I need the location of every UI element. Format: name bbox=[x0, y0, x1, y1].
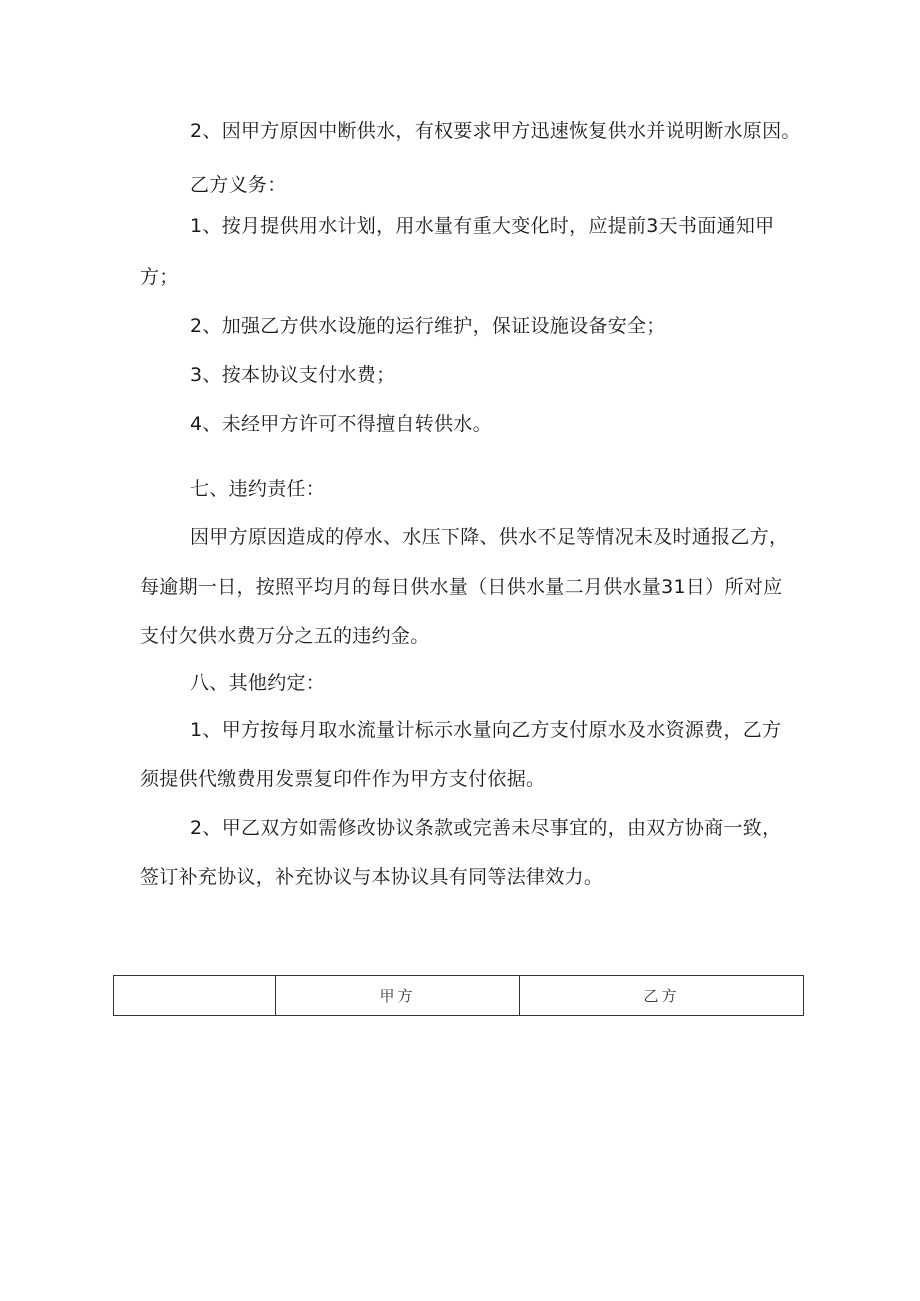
party-b-cell: 乙方 bbox=[520, 976, 804, 1016]
signature-table bbox=[113, 975, 804, 1016]
other-2-line1: 2、甲乙双方如需修改协议条款或完善未尽事宜的，由双方协商一致， bbox=[190, 817, 782, 839]
section-8-heading: 八、其他约定： bbox=[190, 672, 326, 694]
other-1-line1: 1、甲方按每月取水流量计标示水量向乙方支付原水及水资源费，乙方 bbox=[190, 719, 782, 741]
liability-line3: 支付欠供水费万分之五的违约金。 bbox=[140, 625, 430, 647]
obligation-2: 2、加强乙方供水设施的运行维护，保证设施设备安全； bbox=[190, 315, 666, 337]
obligation-3: 3、按本协议支付水费； bbox=[190, 364, 396, 386]
clause-2-interruption: 2、因甲方原因中断供水，有权要求甲方迅速恢复供水并说明断水原因。 bbox=[190, 120, 801, 142]
obligation-1-line2: 方； bbox=[140, 266, 179, 288]
liability-line2: 每逾期一日，按照平均月的每日供水量（日供水量二月供水量31日）所对应 bbox=[140, 576, 783, 598]
signature-blank-cell bbox=[114, 976, 276, 1016]
obligation-4: 4、未经甲方许可不得擅自转供水。 bbox=[190, 413, 492, 435]
other-2-line2: 签订补充协议，补充协议与本协议具有同等法律效力。 bbox=[140, 866, 604, 888]
section-7-heading: 七、违约责任： bbox=[190, 478, 326, 500]
other-1-line2: 须提供代缴费用发票复印件作为甲方支付依据。 bbox=[140, 768, 546, 790]
signature-row bbox=[114, 976, 804, 1016]
party-a-cell: 甲方 bbox=[276, 976, 520, 1016]
liability-line1: 因甲方原因造成的停水、水压下降、供水不足等情况未及时通报乙方， bbox=[190, 526, 789, 548]
obligation-1-line1: 1、按月提供用水计划，用水量有重大变化时，应提前3天书面通知甲 bbox=[190, 215, 775, 237]
party-b-obligations-heading: 乙方义务： bbox=[190, 174, 287, 196]
